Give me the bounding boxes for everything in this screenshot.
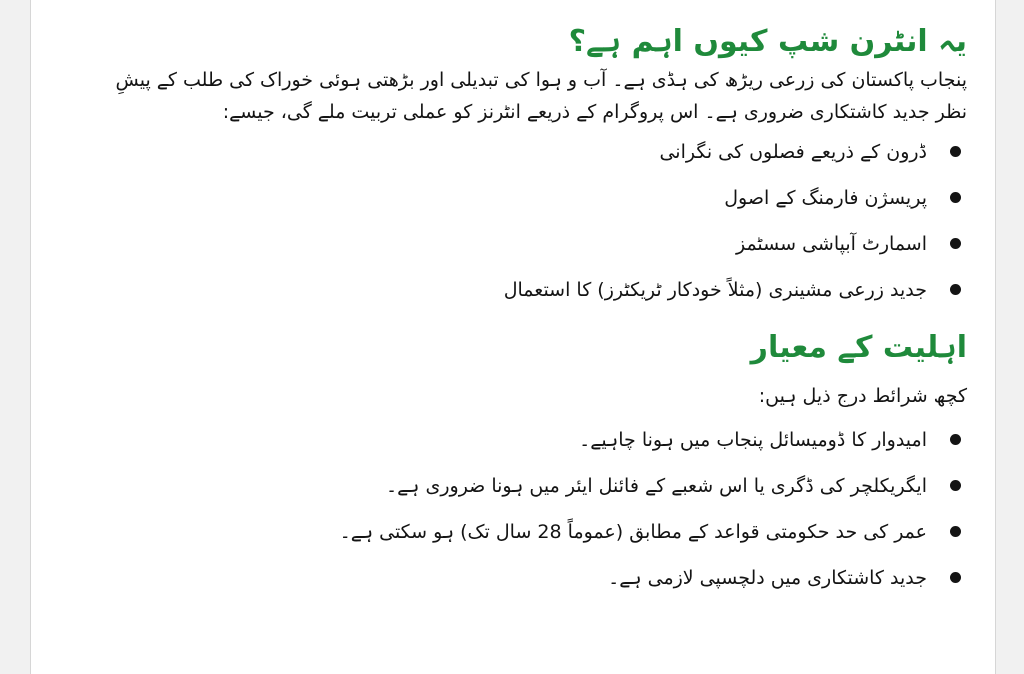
section-heading-importance: یہ انٹرن شپ کیوں اہم ہے؟ (568, 24, 967, 59)
document-page (30, 0, 996, 674)
list-item (87, 228, 967, 260)
list-item (87, 470, 967, 502)
list-item-text: امیدوار کا ڈومیسائل پنجاب میں ہونا چاہیے۔ (579, 429, 927, 451)
bullet-icon (950, 284, 961, 295)
list-item-text: اسمارٹ آبپاشی سسٹمز (735, 233, 927, 255)
list-item (87, 516, 967, 548)
list-item-text: جدید کاشتکاری میں دلچسپی لازمی ہے۔ (608, 567, 927, 589)
list-item (87, 182, 967, 214)
bullet-icon (950, 238, 961, 249)
list-item (87, 274, 967, 306)
eligibility-intro: کچھ شرائط درج ذیل ہیں: (758, 385, 967, 407)
importance-paragraph: پنجاب پاکستان کی زرعی ریڑھ کی ہڈی ہے۔ آب و ہوا کی تبدیلی اور بڑھتی ہوئی خوراک کی طلب کے پیشِ نظر جدید کاشتکاری ضروری ہے۔ اس پروگرام کے ذریعے انٹرنز کو عملی تربیت ملے گی، جیسے: (115, 69, 967, 123)
list-item-text: ایگریکلچر کی ڈگری یا اس شعبے کے فائنل ایئر میں ہونا ضروری ہے۔ (386, 475, 927, 497)
list-item-text: عمر کی حد حکومتی قواعد کے مطابق (عموماً 28 سال تک) ہو سکتی ہے۔ (339, 521, 927, 543)
training-list (87, 136, 967, 306)
list-item-text: جدید زرعی مشینری (مثلاً خودکار ٹریکٹرز) کا استعمال (503, 279, 927, 301)
article-content (87, 0, 967, 608)
bullet-icon (950, 480, 961, 491)
list-item (87, 562, 967, 594)
bullet-icon (950, 192, 961, 203)
section-heading-eligibility: اہلیت کے معیار (750, 330, 967, 365)
bullet-icon (950, 434, 961, 445)
eligibility-list (87, 424, 967, 594)
bullet-icon (950, 572, 961, 583)
list-item (87, 424, 967, 456)
list-item-text: ڈرون کے ذریعے فصلوں کی نگرانی (659, 141, 927, 163)
bullet-icon (950, 146, 961, 157)
bullet-icon (950, 526, 961, 537)
list-item (87, 136, 967, 168)
list-item-text: پریسژن فارمنگ کے اصول (724, 187, 927, 209)
